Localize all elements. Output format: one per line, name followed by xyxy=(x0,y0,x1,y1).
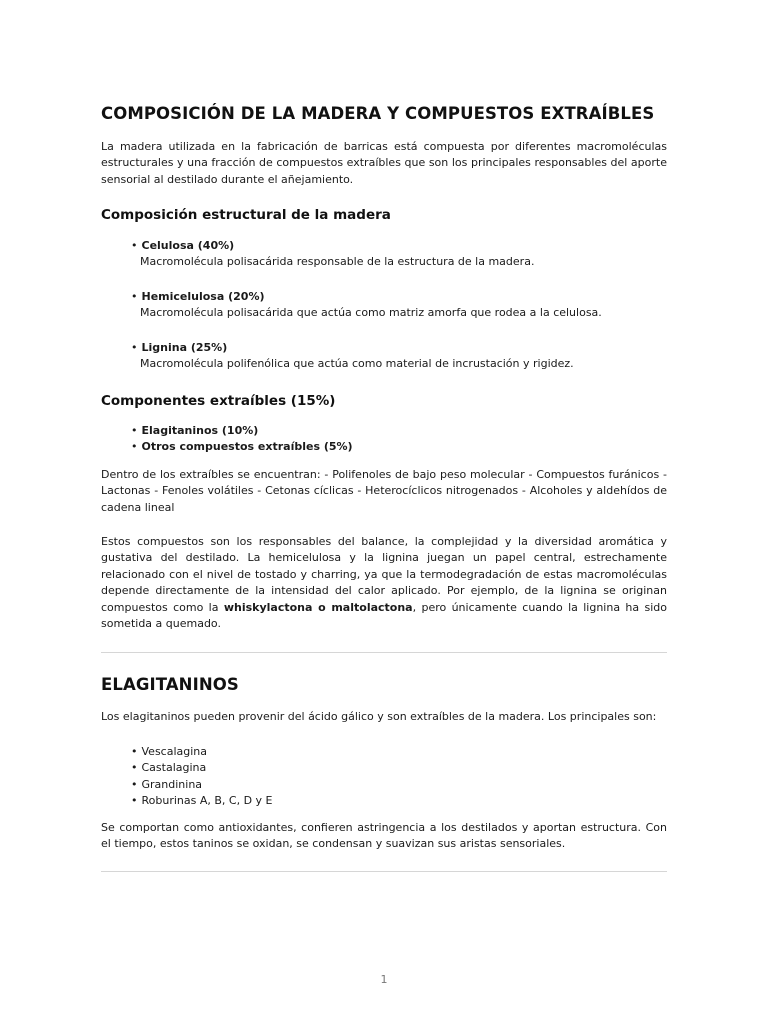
list-item: • Castalagina xyxy=(131,761,207,775)
section-divider xyxy=(101,871,667,872)
extractives-paragraph: Estos compuestos son los responsables del balance, la complejidad y la diversidad aromática y gustativa del destilado. La hemicelulosa y la lignina juegan un papel central, estrechamente relacionado con el nivel de tostado y charring, ya que la termodegradación de estas macromoléculas depende directamente de la intensidad del calor aplicado. Por ejemplo, de la lignina se originan compuestos como la whiskylactona o maltolactona, pero únicamente cuando la lignina ha sido sometida a quemado. xyxy=(101,535,667,631)
elagitaninos-intro: Los elagitaninos pueden provenir del ácido gálico y son extraíbles de la madera. Los principales son: xyxy=(101,710,657,723)
item-description: Macromolécula polisacárida responsable de la estructura de la madera. xyxy=(140,255,535,269)
list-item: • Elagitaninos (10%) xyxy=(131,424,259,437)
section-title: COMPOSICIÓN DE LA MADERA Y COMPUESTOS EXTRAÍBLES xyxy=(101,104,655,123)
extractives-list-paragraph: Dentro de los extraíbles se encuentran: - Polifenoles de bajo peso molecular - Compuestos furánicos - Lactonas - Fenoles volátiles - Cetonas cíclicas - Heterocíclicos nitrogenados - Alcoholes y aldehídos de cadena lineal xyxy=(101,468,667,514)
structural-item-lignina xyxy=(131,340,574,373)
bullet: • xyxy=(131,239,138,252)
item-term: Celulosa (40%) xyxy=(141,239,235,252)
structural-item-hemicelulosa xyxy=(131,289,602,322)
highlighted-term: whiskylactona o maltolactona xyxy=(223,600,413,614)
item-term: Hemicelulosa (20%) xyxy=(141,290,265,303)
item-term: Lignina (25%) xyxy=(141,341,228,354)
bullet: • xyxy=(131,290,138,303)
item-description: Macromolécula polifenólica que actúa como material de incrustación y rigidez. xyxy=(140,357,574,371)
section-divider xyxy=(101,652,667,653)
extractives-heading: Componentes extraíbles (15%) xyxy=(101,393,336,409)
page-number: 1 xyxy=(380,973,388,986)
structural-heading: Composición estructural de la madera xyxy=(101,207,391,223)
extractives-list xyxy=(131,423,353,456)
intro-paragraph: La madera utilizada en la fabricación de barricas está compuesta por diferentes macromoléculas estructurales y una fracción de compuestos extraíbles que son los principales responsables del aporte sensorial al destilado durante el añejamiento. xyxy=(101,140,667,186)
bullet: • xyxy=(131,341,138,354)
structural-item-celulosa xyxy=(131,238,534,271)
list-item: • Roburinas A, B, C, D y E xyxy=(131,794,273,808)
elagitaninos-list xyxy=(131,744,273,810)
list-item: • Otros compuestos extraíbles (5%) xyxy=(131,440,353,454)
elagitaninos-closing: Se comportan como antioxidantes, confieren astringencia a los destilados y aportan estructura. Con el tiempo, estos taninos se oxidan, se condensan y suavizan sus aristas sensoriales. xyxy=(101,821,667,851)
item-description: Macromolécula polisacárida que actúa como matriz amorfa que rodea a la celulosa. xyxy=(140,306,602,320)
section-title: ELAGITANINOS xyxy=(101,675,239,694)
list-item: • Grandinina xyxy=(131,777,203,791)
list-item: • Vescalagina xyxy=(131,745,208,758)
